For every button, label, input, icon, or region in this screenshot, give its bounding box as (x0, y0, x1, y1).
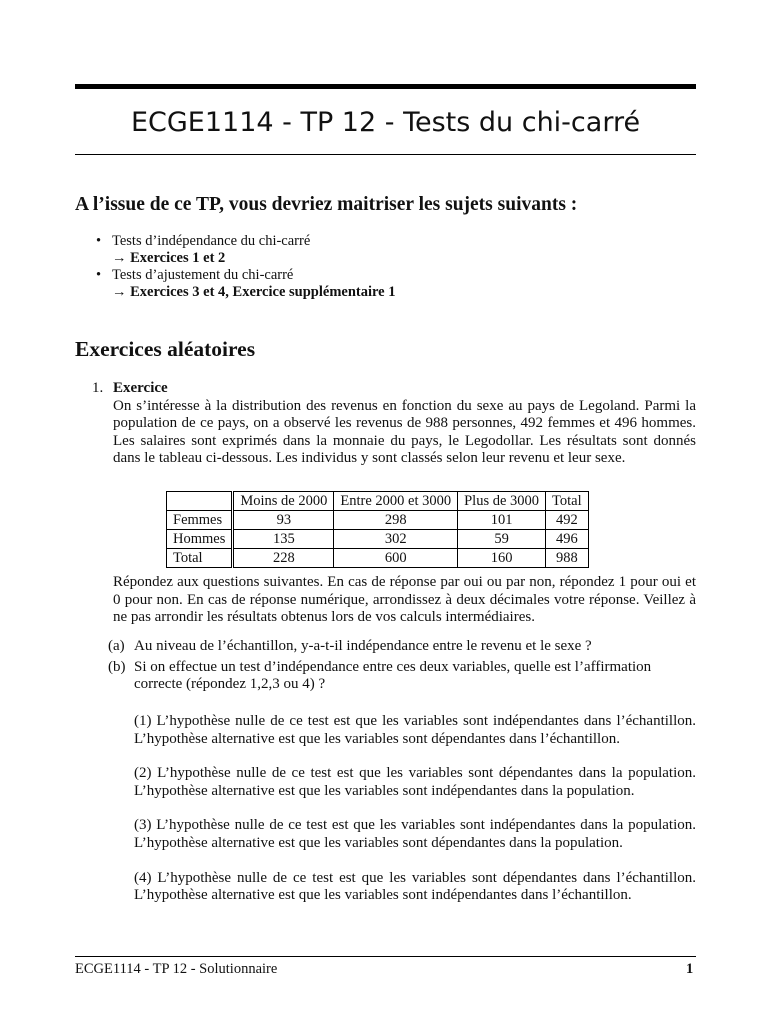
table-cell: 135 (233, 530, 334, 549)
exercise-text: On s’intéresse à la distribution des revenus en fonction du sexe au pays de Legoland. Parmi la population de ce pays, on a observé les revenus de 988 personnes, 492 femmes et 496 hommes. Les salaires sont exprimés dans la monnaie du pays, le Legodollar. Les résultats sont donnés dans le tableau ci-dessous. Les individus y sont classés selon leur revenu et leur sexe. (113, 397, 696, 467)
table-row-label: Femmes (167, 511, 233, 530)
table-row (167, 549, 589, 568)
table-cell: 496 (546, 530, 589, 549)
objective-label: Tests d’indépendance du chi-carré (112, 233, 311, 249)
table-cell: 228 (233, 549, 334, 568)
footer-rule (75, 956, 696, 957)
answer-option: (1) L’hypothèse nulle de ce test est que les variables sont indépendantes dans l’échantillon. L’hypothèse alternative est que les variables sont dépendantes dans l’échantillon. (134, 713, 696, 747)
table-row (167, 530, 589, 549)
exercise-name: Exercice (113, 380, 168, 396)
instructions-text: Répondez aux questions suivantes. En cas de réponse par oui ou par non, répondez 1 pour oui et 0 pour non. En cas de réponse numérique, arrondissez à deux décimales votre réponse. Veillez à ne pas arrondir les résultats obtenus lors de vos calculs intermédiaires. (113, 574, 696, 626)
table-cell: 988 (546, 549, 589, 568)
exercise-number: 1. (92, 380, 104, 396)
table-cell: 160 (458, 549, 546, 568)
answer-option: (3) L’hypothèse nulle de ce test est que les variables sont indépendantes dans la population. L’hypothèse alternative est que les variables sont dépendantes dans la population. (134, 817, 696, 851)
section-heading: Exercices aléatoires (75, 337, 256, 361)
objective-sub (112, 284, 696, 301)
title-rule (75, 154, 696, 155)
question-item (108, 638, 696, 656)
objective-item (96, 233, 696, 267)
table-cell: 101 (458, 511, 546, 530)
footer-text: ECGE1114 - TP 12 - Solutionnaire (75, 961, 278, 977)
objective-sub (112, 250, 696, 267)
table-cell: 298 (334, 511, 458, 530)
answer-option: (4) L’hypothèse nulle de ce test est que les variables sont dépendantes dans l’échantillon. L’hypothèse alternative est que les variables sont indépendantes dans l’échantillon. (134, 869, 696, 904)
table-row-label: Hommes (167, 530, 233, 549)
objective-label: Tests d’ajustement du chi-carré (112, 267, 294, 283)
document-title: ECGE1114 - TP 12 - Tests du chi-carré (130, 107, 641, 138)
table-header-row (167, 492, 589, 511)
table-header-cell: Total (546, 492, 589, 511)
objective-item (96, 267, 696, 301)
table-cell: 59 (458, 530, 546, 549)
arrow-icon: → (112, 284, 127, 300)
table-cell: 600 (334, 549, 458, 568)
table-row (167, 511, 589, 530)
answer-option: (2) L’hypothèse nulle de ce test est que les variables sont dépendantes dans la population. L’hypothèse alternative est que les variables sont indépendantes dans la population. (134, 765, 696, 799)
income-table (166, 491, 589, 568)
objective-exercises: Exercices 3 et 4, Exercice supplémentaire 1 (130, 284, 396, 300)
table-cell: 93 (233, 511, 334, 530)
page-number: 1 (686, 961, 694, 977)
table-corner-cell (167, 492, 233, 511)
bullet-icon: • (96, 267, 102, 283)
bullet-icon: • (96, 233, 102, 249)
question-list (108, 638, 696, 697)
objective-exercises: Exercices 1 et 2 (130, 250, 226, 266)
table-header-cell: Plus de 3000 (458, 492, 546, 511)
question-label: (a) (108, 638, 125, 654)
exercise-body (113, 380, 696, 468)
objectives-heading: A l’issue de ce TP, vous devriez maitriser les sujets suivants : (75, 194, 578, 215)
table-cell: 302 (334, 530, 458, 549)
table-header-cell: Moins de 2000 (233, 492, 334, 511)
question-item (108, 659, 696, 694)
question-text: Au niveau de l’échantillon, y-a-t-il indépendance entre le revenu et le sexe ? (134, 638, 592, 654)
answer-options (134, 713, 696, 922)
table-header-cell: Entre 2000 et 3000 (334, 492, 458, 511)
table-row-label: Total (167, 549, 233, 568)
top-rule (75, 84, 696, 89)
question-text: Si on effectue un test d’indépendance entre ces deux variables, quelle est l’affirmation correcte (répondez 1,2,3 ou 4) ? (134, 658, 652, 693)
table-cell: 492 (546, 511, 589, 530)
objectives-list (96, 233, 696, 301)
arrow-icon: → (112, 250, 127, 266)
question-label: (b) (108, 658, 126, 675)
